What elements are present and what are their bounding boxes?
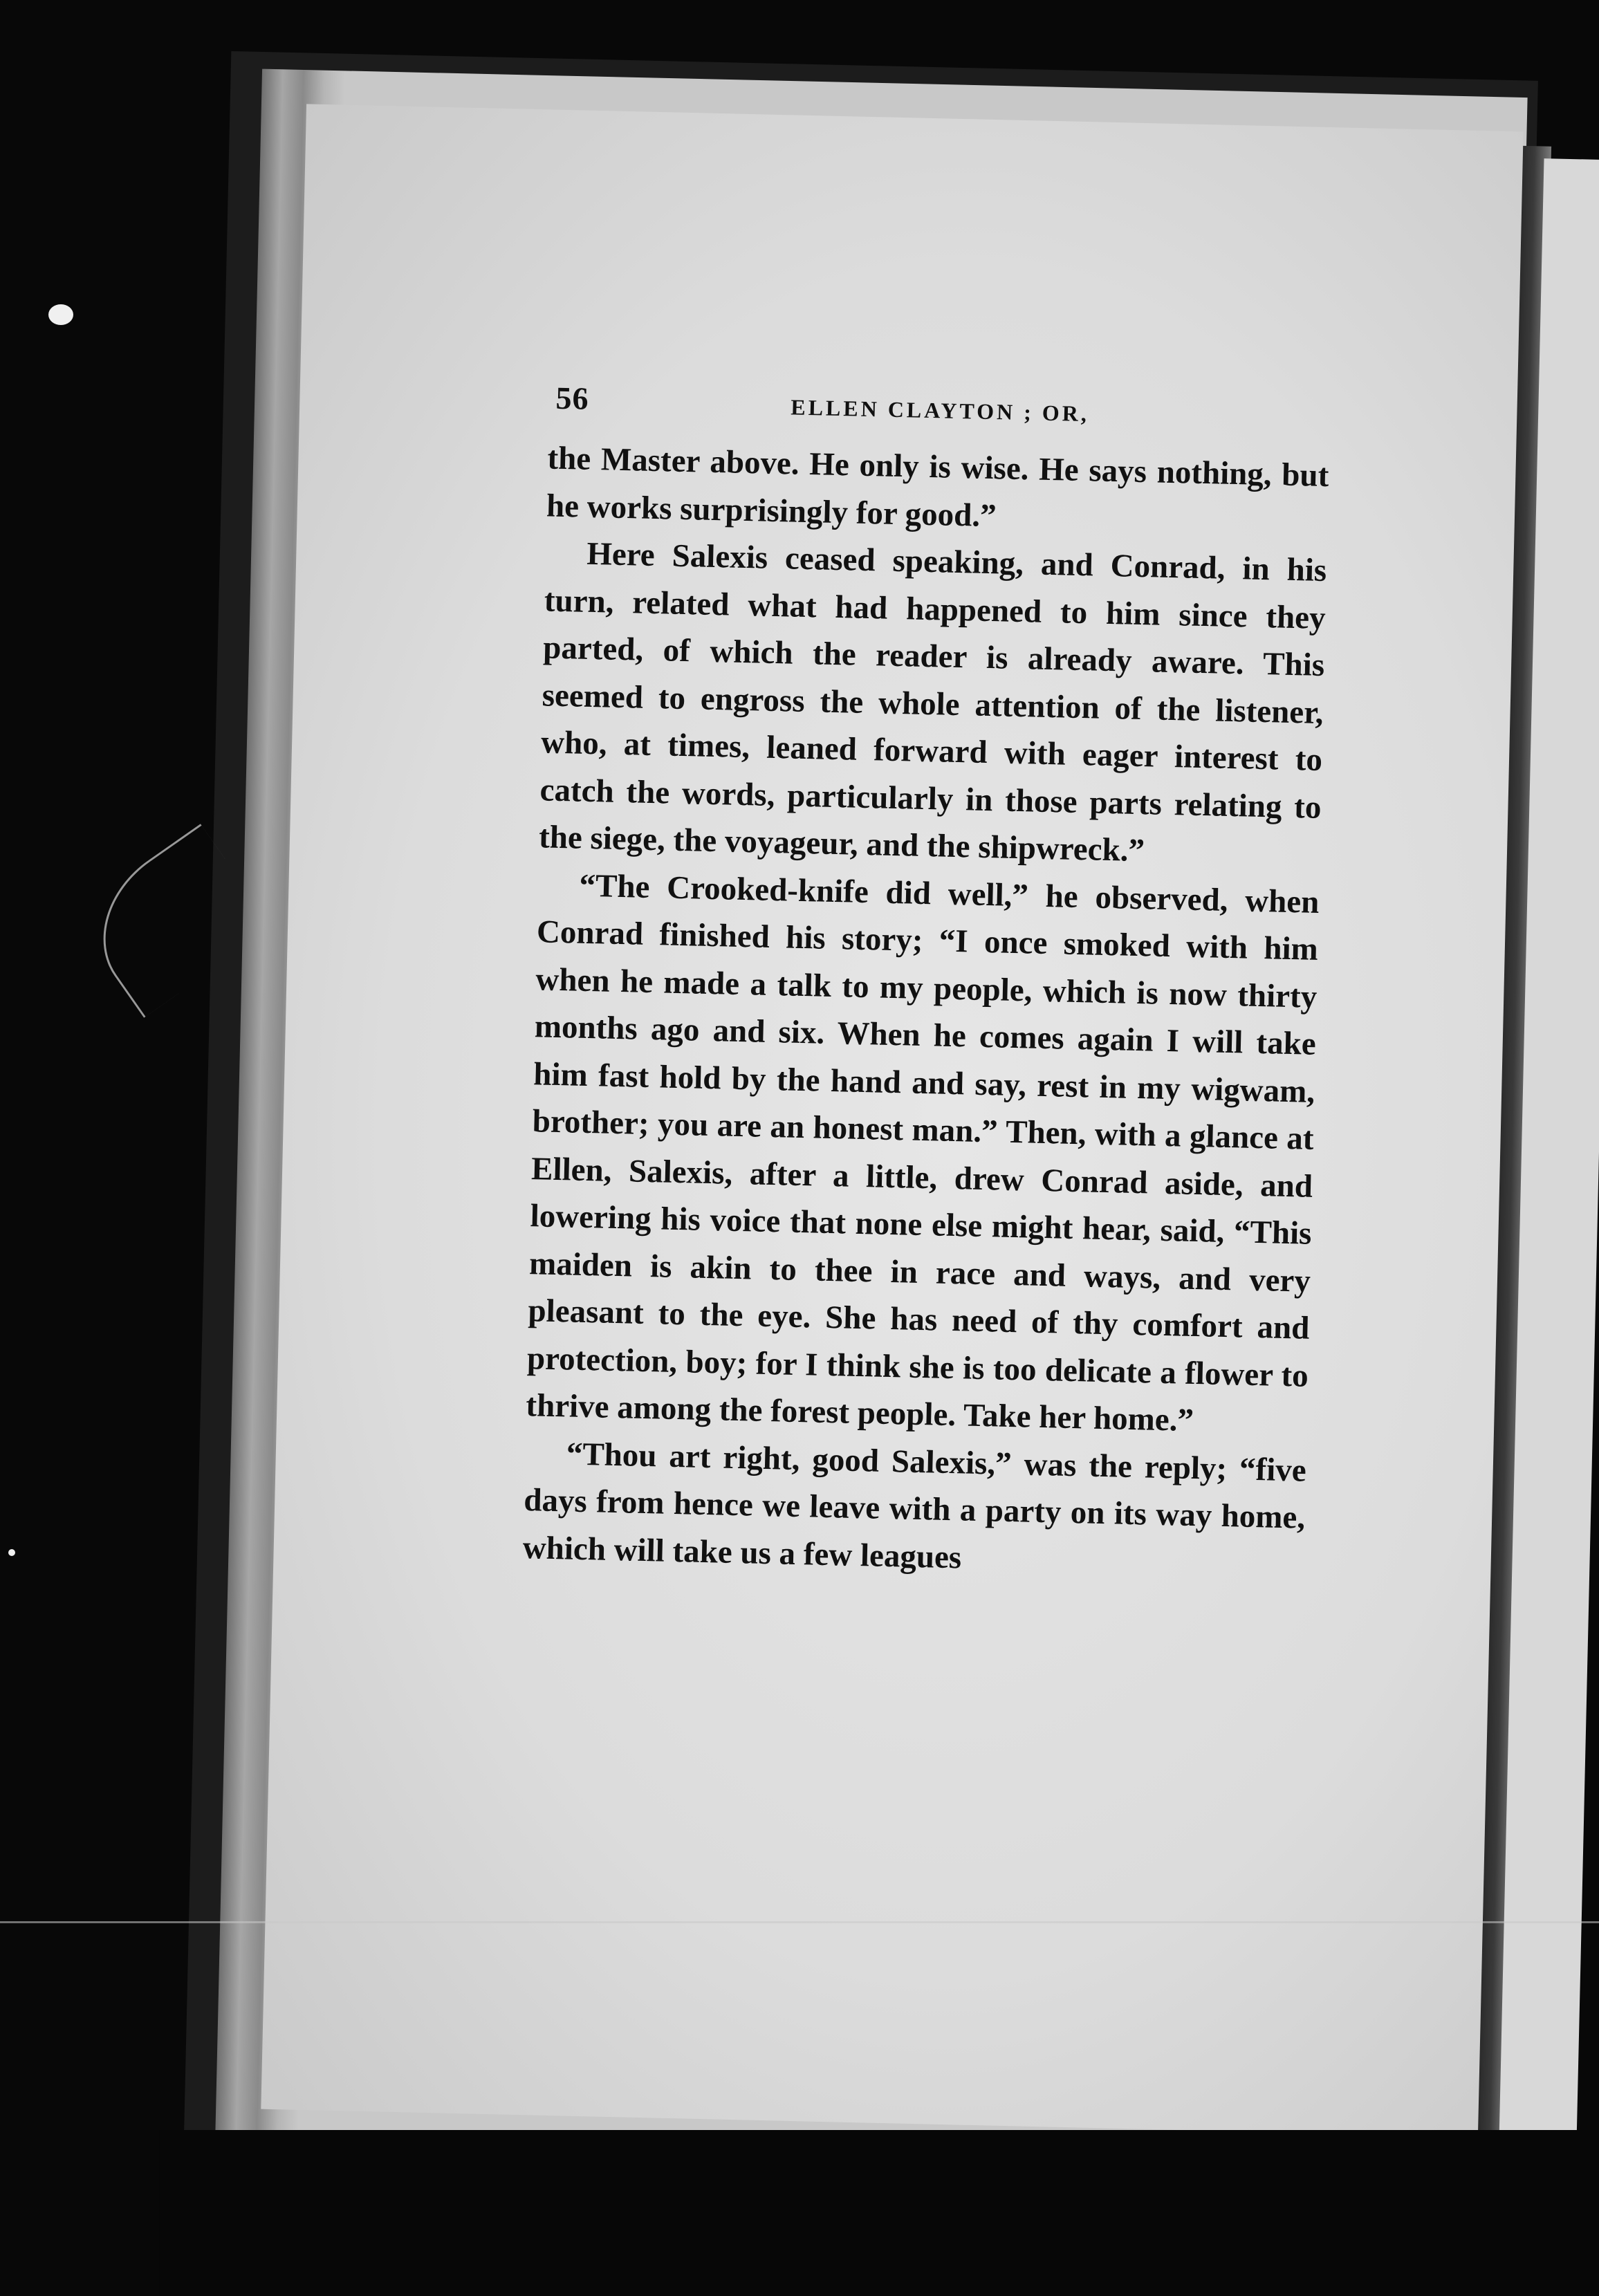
bottom-shadow <box>159 2130 1599 2296</box>
paragraph: “Thou art right, good Salexis,” was the reply; “five days from hence we leave with a party on its way home, which will take us a few leagues <box>522 1435 1307 1575</box>
scan-line <box>0 1921 1599 1923</box>
running-head <box>555 380 1358 446</box>
page-number: 56 <box>555 380 590 416</box>
scan-speck <box>48 304 73 325</box>
scan-speck <box>8 1549 15 1556</box>
book-page <box>261 104 1523 2136</box>
body-text <box>522 434 1329 1589</box>
paragraph: Here Salexis ceased speaking, and Conrad, in his turn, related what had happened to him since they parted, of which the reader is already aware. This seemed to engross the whole attention of the listener, who, at times, leaned forward with eager interest to catch the words, particularly in those parts relating to the siege, the voyageur, and the shipwreck.” <box>538 535 1327 869</box>
running-title: ELLEN CLAYTON ; OR, <box>790 394 1090 427</box>
paragraph: “The Crooked-knife did well,” he observed, when Conrad finished his story; “I once smoked with him when he made a talk to my people, which is now thirty months ago and six. When he comes again I will take him fast hold by the hand and say, rest in my wigwam, brother; you are an honest man.” Then, with a glance at Ellen, Salexis, after a little, drew Conrad aside, and lowering his voice that none else might hear, said, “This maiden is akin to thee in race and ways, and very pleasant to the eye. She has need of thy comfort and protection, boy; for I think she is too delicate a flower to thrive among the forest people. Take her home.” <box>525 867 1320 1438</box>
paragraph: the Master above. He only is wise. He says nothing, but he works surprisingly for good.” <box>546 440 1329 534</box>
